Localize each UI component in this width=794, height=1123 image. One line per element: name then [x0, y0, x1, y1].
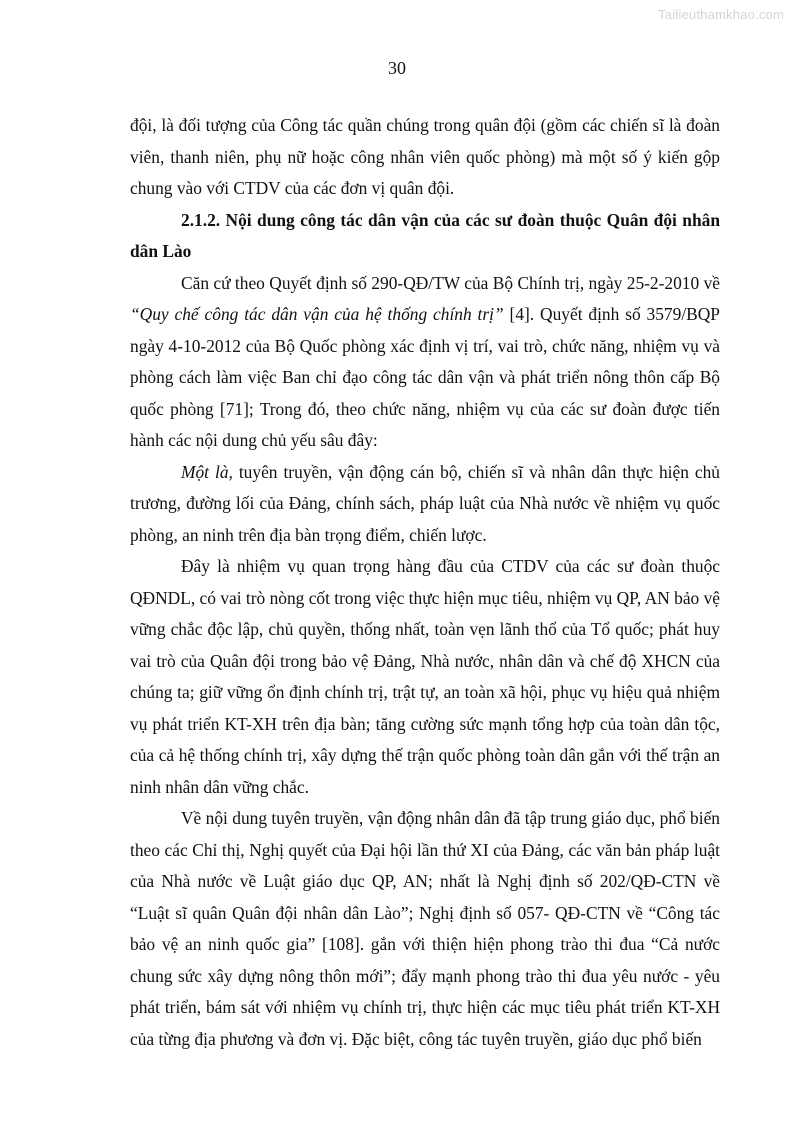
paragraph-legal-basis-start: Căn cứ theo Quyết định số 290-QĐ/TW của Bộ Chính trị, ngày 25-2-2010 về [181, 272, 720, 293]
watermark-text: Tailieuthamkhao.com [658, 7, 784, 22]
paragraph-propaganda-content: Về nội dung tuyên truyền, vận động nhân dân đã tập trung giáo dục, phổ biến theo các Chỉ thị, Nghị quyết của Đại hội lần thứ XI của Đảng, các văn bản pháp luật của Nhà nước về Luật giáo dục QP, AN; nhất là Nghị định số 202/QĐ-CTN về “Luật sĩ quân Quân đội nhân dân Lào”; Nghị định số 057- QĐ-CTN về “Công tác bảo vệ an ninh quốc gia” [108]. gắn với thiện hiện phong trào thi đua “Cả nước chung sức xây dựng nông thôn mới”; đẩy mạnh phong trào thi đua yêu nước - yêu phát triển, bám sát với nhiệm vụ chính trị, thực hiện các mục tiêu phát triển KT-XH của từng địa phương và đơn vị. Đặc biệt, công tác tuyên truyền, giáo dục phổ biến [130, 808, 720, 1049]
paragraph-first-content [130, 457, 720, 552]
section-heading: 2.1.2. Nội dung công tác dân vận của các sư đoàn thuộc Quân đội nhân dân Lào [130, 209, 720, 261]
paragraph-importance: Đây là nhiệm vụ quan trọng hàng đầu của CTDV của các sư đoàn thuộc QĐNDL, có vai trò nòng cốt trong việc thực hiện mục tiêu, nhiệm vụ QP, AN bảo vệ vững chắc độc lập, chủ quyền, thống nhất, toàn vẹn lãnh thổ của Tổ quốc; phát huy vai trò của Quân đội trong bảo vệ Đảng, Nhà nước, nhân dân và chế độ XHCN của chúng ta; giữ vững ổn định chính trị, trật tự, an toàn xã hội, phục vụ hiệu quả nhiệm vụ phát triển KT-XH trên địa bàn; tăng cường sức mạnh tổng hợp của toàn dân tộc, của cả hệ thống chính trị, xây dựng thế trận quốc phòng toàn dân gắn với thế trận an ninh nhân dân vững chắc. [130, 556, 720, 797]
page-number: 30 [388, 58, 406, 78]
regulation-title: “Quy chế công tác dân vận của hệ thống chính trị” [130, 304, 504, 324]
paragraph-legal-basis-end: [4]. Quyết định số 3579/BQP ngày 4-10-2012 của Bộ Quốc phòng xác định vị trí, vai trò, chức năng, nhiệm vụ và phòng cách làm việc Ban chỉ đạo công tác dân vận và phát triển nông thôn cấp Bộ quốc phòng [71]; Trong đó, theo chức năng, nhiệm vụ của các sư đoàn được tiến hành các nội dung chủ yếu sâu đây: [130, 304, 720, 450]
paragraph-legal-basis [130, 268, 720, 457]
document-body [130, 110, 720, 1055]
first-point-label: Một là, [181, 461, 233, 482]
paragraph-continuation: đội, là đối tượng của Công tác quần chúng trong quân đội (gồm các chiến sĩ là đoàn viên, thanh niên, phụ nữ hoặc công nhân viên quốc phòng) mà một số ý kiến gộp chung vào với CTDV của các đơn vị quân đội. [130, 115, 720, 198]
first-point-text: tuyên truyền, vận động cán bộ, chiến sĩ và nhân dân thực hiện chủ trương, đường lối của Đảng, chính sách, pháp luật của Nhà nước về nhiệm vụ quốc phòng, an ninh trên địa bàn trọng điểm, chiến lược. [130, 461, 720, 545]
